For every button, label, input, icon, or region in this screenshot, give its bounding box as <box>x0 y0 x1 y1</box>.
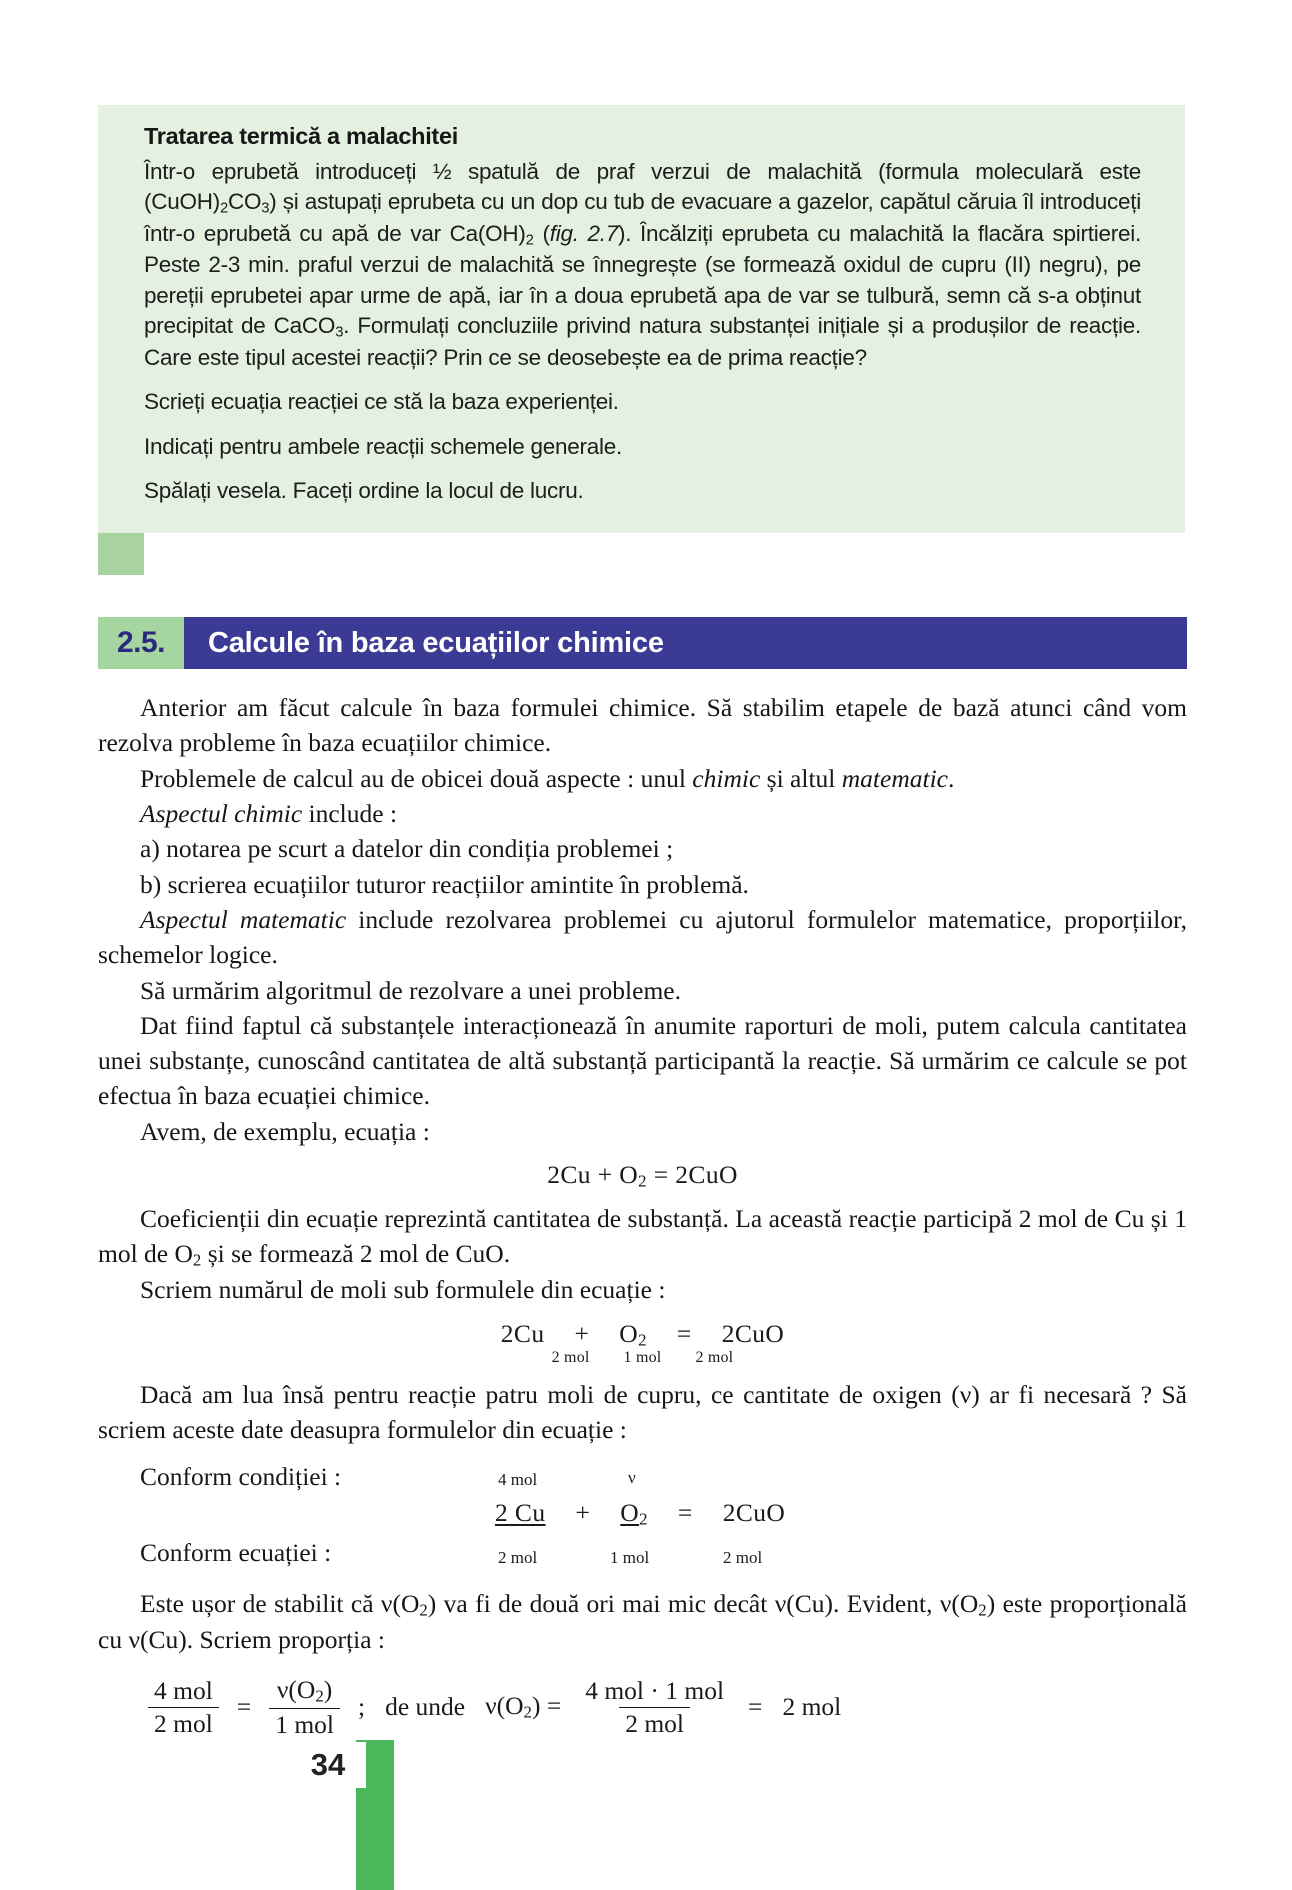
body-paragraph-11 <box>98 1586 1187 1657</box>
res-a: ν(O <box>485 1691 524 1721</box>
exp-sub-4: 3 <box>335 324 344 341</box>
p13-text-c: ) este proporțională cu ν(Cu). Scriem proporția : <box>98 1588 1188 1654</box>
eq2-mol-mid: 1 mol <box>623 1349 662 1367</box>
fraction-2-denominator: 1 mol <box>269 1708 340 1740</box>
fraction-1-denominator: 2 mol <box>148 1707 219 1739</box>
f2-num-sub: 2 <box>315 1686 324 1706</box>
f2-num-a: ν(O <box>276 1674 316 1704</box>
conform-equation-label: Conform ecuației : <box>140 1537 332 1567</box>
exp-sub-1: 2 <box>220 200 229 217</box>
p2-text-b: și altul <box>760 763 842 793</box>
exp-text-1: Într-o eprubetă introduceți ½ spatulă de praf verzui de malachită (formula moleculară este (CuOH) <box>144 159 1141 215</box>
p10-text-b: și se formează 2 mol de CuO. <box>201 1239 511 1269</box>
exp-sub-3: 2 <box>525 232 534 249</box>
exp-sub-2: 3 <box>261 200 270 217</box>
p13-text-a: Este ușor de stabilit că ν(O <box>140 1588 420 1618</box>
p3-emph: Aspectul chimic <box>140 798 303 828</box>
fraction-2 <box>269 1675 340 1740</box>
p6-text: include rezolvarea problemei cu ajutorul formulelor matematice, proporțiilor, schemelor logice. <box>98 904 1187 970</box>
exp-text-2: CO <box>228 189 262 215</box>
f2-num-c: ) <box>323 1674 333 1704</box>
p13-sub-1: 2 <box>419 1600 428 1620</box>
eq3-left: 2 Cu <box>495 1497 546 1527</box>
fraction-3-denominator: 2 mol <box>619 1707 690 1739</box>
p2-emph-chimic: chimic <box>692 763 761 793</box>
body-list-item-b: b) scrierea ecuațiilor tuturor reacțiilor amintite în problemă. <box>140 869 749 899</box>
fraction-1-numerator: 4 mol <box>154 1675 213 1705</box>
eq1-left: 2Cu <box>547 1160 591 1190</box>
eq3-above-mid: ν <box>628 1467 636 1487</box>
eq3-below-right: 2 mol <box>723 1547 763 1567</box>
eq2-mol-right: 2 mol <box>695 1349 734 1367</box>
res-c: ) = <box>531 1691 562 1721</box>
eq2-left: 2Cu <box>500 1319 545 1349</box>
experiment-box <box>98 105 1185 533</box>
exp-text-6: . Formulați concluziile privind natura substanței inițiale și a produșilor de reacție. Care este tipul acestei reacții? Prin ce se deosebește ea de prima reacție? <box>144 313 1141 370</box>
fraction-1 <box>148 1676 219 1739</box>
p2-text-c: . <box>947 763 955 793</box>
body-paragraph-7: Avem, de exemplu, ecuația : <box>140 1116 430 1146</box>
eq3-mid-sub: 2 <box>639 1509 648 1529</box>
equation-1 <box>98 1160 1187 1192</box>
eq2-mid-sub: 2 <box>638 1331 647 1351</box>
eq2-equals: = <box>676 1319 692 1349</box>
eq3-right: 2CuO <box>722 1497 786 1527</box>
body-content <box>98 690 1187 1740</box>
exp-text-3: ) și astupați eprubeta cu un dop cu tub de evacuare a gazelor, capătul căruia îl introduceți într-o eprubetă cu apă de var Ca(OH) <box>144 189 1141 246</box>
proportion-equals-2: = <box>748 1692 763 1722</box>
fraction-3 <box>579 1676 730 1739</box>
section-title: Calcule în baza ecuațiilor chimice <box>208 626 664 659</box>
p10-text-a: Coeficienții din ecuație reprezintă cantitatea de substanță. La această reacție participă 2 mol de Cu și 1 mol de O <box>98 1203 1187 1269</box>
eq2-plus: + <box>574 1319 590 1349</box>
eq1-mid: O <box>619 1160 639 1190</box>
eq2-mol-left: 2 mol <box>551 1349 590 1367</box>
p3-text: include : <box>302 798 398 828</box>
section-number: 2.5. <box>98 617 184 669</box>
p2-emph-matematic: matematic <box>841 763 948 793</box>
eq3-below-mid: 1 mol <box>610 1547 650 1567</box>
body-paragraph-8 <box>98 1201 1187 1272</box>
eq1-equals: = <box>653 1160 669 1190</box>
eq1-mid-sub: 2 <box>638 1171 647 1191</box>
experiment-title: Tratarea termică a malachitei <box>144 123 458 149</box>
p13-sub-2: 2 <box>978 1600 987 1620</box>
p13-text-b: ) va fi de două ori mai mic decât ν(Cu). Evident, ν(O <box>427 1588 979 1618</box>
eq3-below-left: 2 mol <box>498 1547 538 1567</box>
fraction-2-numerator <box>271 1675 338 1708</box>
eq2-formula-row <box>98 1319 1187 1351</box>
eq3-equals: = <box>677 1497 693 1527</box>
eq2-right: 2CuO <box>721 1319 785 1349</box>
equation-3-conform-block <box>98 1462 1187 1580</box>
body-paragraph-6: Dat fiind faptul că substanțele interacționează în anumite raporturi de moli, putem calcula cantitatea unei substanțe, cunoscând cantitatea de altă substanță participantă la reacție. Să urmărim ce calcule se pot efectua în baza ecuației chimice. <box>98 1010 1187 1111</box>
res-sub: 2 <box>523 1703 532 1723</box>
body-paragraph-5: Să urmărim algoritmul de rezolvare a unei probleme. <box>140 975 681 1005</box>
equation-2-with-moles <box>98 1319 1187 1367</box>
body-paragraph-4 <box>98 902 1187 973</box>
exp-text-5: ). Încălziți eprubeta cu malachită la flacăra spirtierei. Peste 2-3 min. praful verzui de malachită se înnegrește (se formează oxidul de cupru (II) negru), pe pereții eprubetei apar urme de apă, iar în a doua eprubetă apa de var se tulbură, semn că s-a obținut precipitat de CaCO <box>144 220 1142 339</box>
experiment-task-2: Indicați pentru ambele reacții schemele generale. <box>144 433 623 459</box>
body-list-item-a: a) notarea pe scurt a datelor din condiția problemei ; <box>140 834 674 864</box>
p2-text-a: Problemele de calcul au de obicei două aspecte : unul <box>140 763 693 793</box>
section-header-banner <box>98 617 1187 669</box>
eq3-formula-row <box>495 1498 785 1530</box>
exp-figure-ref: fig. 2.7 <box>549 220 619 246</box>
eq2-mid: O <box>619 1319 639 1349</box>
conform-condition-label: Conform condiției : <box>140 1461 342 1491</box>
eq1-right: 2CuO <box>675 1160 738 1190</box>
experiment-task-1: Scrieți ecuația reacției ce stă la baza experienței. <box>144 389 619 415</box>
eq1-plus: + <box>597 1160 613 1190</box>
body-paragraph-3 <box>98 796 1187 831</box>
experiment-task-3: Spălați vesela. Faceți ordine la locul de lucru. <box>144 478 584 504</box>
page-number: 34 <box>290 1742 366 1788</box>
body-paragraph-2 <box>98 761 1187 796</box>
proportion-final-value: 2 mol <box>782 1692 842 1722</box>
p10-sub: 2 <box>192 1250 202 1270</box>
p6-emph: Aspectul matematic <box>140 904 347 934</box>
proportion-result-label <box>485 1691 561 1723</box>
eq2-mole-row <box>98 1349 1187 1367</box>
eq3-above-left: 4 mol <box>498 1469 538 1489</box>
eq3-plus: + <box>575 1497 591 1527</box>
exp-text-4: ( <box>533 220 550 246</box>
body-paragraph-10: Dacă am lua însă pentru reacție patru moli de cupru, ce cantitate de oxigen (ν) ar fi necesară ? Să scriem aceste date deasupra formulelor din ecuație : <box>98 1380 1187 1445</box>
proportion-equals-1: = <box>236 1692 252 1722</box>
experiment-main-paragraph <box>144 157 1141 373</box>
body-paragraph-9: Scriem numărul de moli sub formulele din ecuație : <box>140 1275 666 1305</box>
proportion-semicolon: ; <box>357 1692 366 1722</box>
body-paragraph-1: Anterior am făcut calcule în baza formulei chimice. Să stabilim etapele de bază atunci când vom rezolva probleme în baza ecuațiilor chimice. <box>98 693 1187 758</box>
eq3-mid: O <box>620 1497 640 1527</box>
proportion-equation <box>98 1675 1187 1740</box>
proportion-de-unde: de unde <box>385 1692 466 1722</box>
fraction-3-numerator: 4 mol · 1 mol <box>585 1675 725 1705</box>
